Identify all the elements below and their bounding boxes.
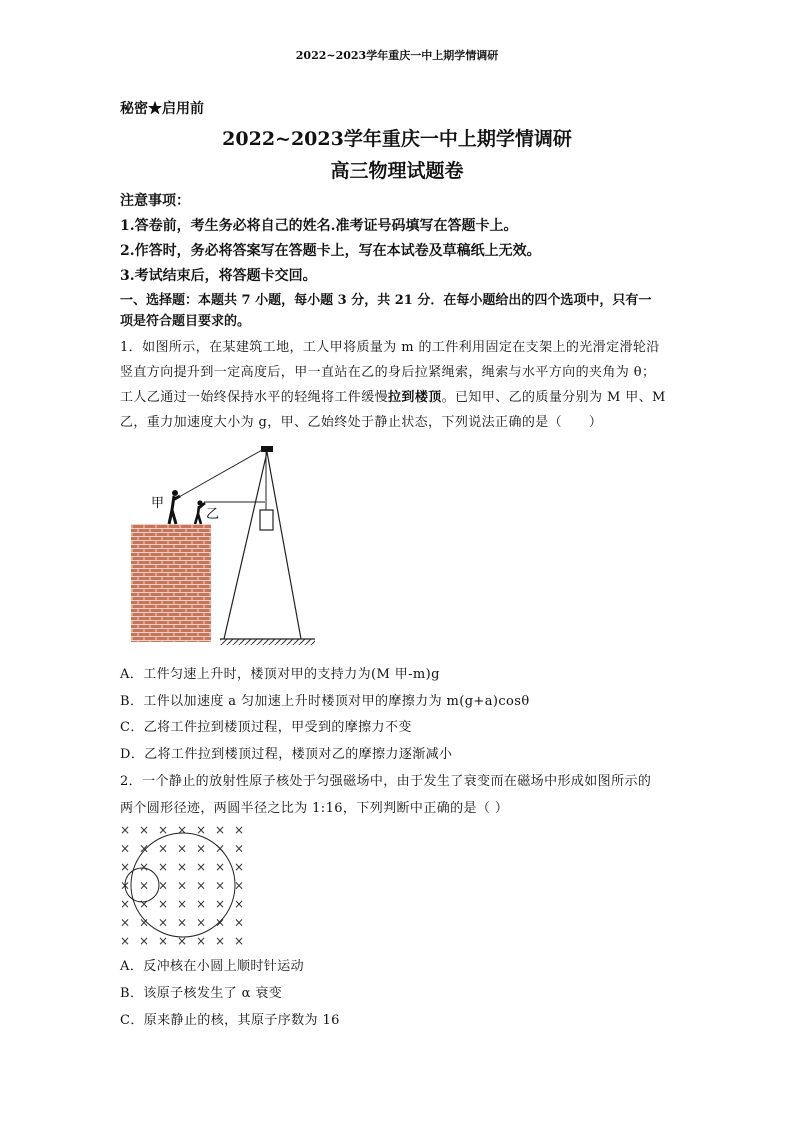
- secret-label: 秘密★启用前: [120, 101, 204, 117]
- exam-subtitle: 高三物理试题卷: [330, 160, 464, 182]
- field-cross: ×: [139, 915, 150, 930]
- question-2-text: 两个圆形径迹，两圆半径之比为 1:16，下列判断中正确的是（ ）: [120, 801, 509, 816]
- field-cross: ×: [215, 915, 226, 930]
- exam-title: 2022~2023学年重庆一中上期学情调研: [222, 128, 572, 150]
- worker-jia: [169, 490, 180, 524]
- question-1-text: 1．如图所示，在某建筑工地，工人甲将质量为 m 的工件利用固定在支架上的光滑定滑轮沿: [120, 340, 660, 355]
- question-2-text: 2．一个静止的放射性原子核处于匀强磁场中，由于发生了衰变而在磁场中形成如图所示的: [120, 774, 652, 789]
- q2-option-c: C．原来静止的核，其原子序数为 16: [120, 1013, 340, 1028]
- field-cross: ×: [234, 915, 245, 930]
- field-cross: ×: [196, 934, 207, 948]
- field-cross: ×: [120, 934, 131, 948]
- question-1-text-part: 。已知甲、乙的质量分别为 M 甲、M: [441, 390, 666, 405]
- ground-hatch: [220, 639, 315, 645]
- field-cross: ×: [234, 823, 245, 837]
- field-cross: ×: [158, 841, 169, 856]
- page-header: 2022~2023学年重庆一中上期学情调研: [295, 49, 499, 62]
- field-cross: ×: [120, 878, 131, 893]
- field-cross: ×: [158, 860, 169, 874]
- field-cross: ×: [177, 897, 188, 911]
- field-cross: ×: [177, 823, 188, 837]
- support-leg-left: [224, 452, 267, 639]
- field-cross: ×: [196, 841, 207, 856]
- field-cross: ×: [139, 897, 150, 911]
- field-cross: ×: [215, 934, 226, 948]
- field-cross: ×: [215, 823, 226, 837]
- field-cross: ×: [196, 860, 207, 874]
- field-cross: ×: [196, 915, 207, 930]
- option-c: C．乙将工件拉到楼顶过程，甲受到的摩擦力不变: [120, 720, 412, 735]
- field-cross: ×: [139, 878, 150, 893]
- question-1-text-part: 工人乙通过一始终保持水平的轻绳将工件缓慢: [120, 390, 389, 405]
- label-yi: 乙: [206, 507, 220, 522]
- field-cross: ×: [177, 878, 188, 893]
- notice-item: 1.答卷前，考生务必将自己的姓名.准考证号码填写在答题卡上。: [120, 218, 518, 234]
- field-cross: ×: [177, 915, 188, 930]
- field-cross: ×: [215, 860, 226, 874]
- field-cross: ×: [158, 897, 169, 911]
- field-cross: ×: [139, 934, 150, 948]
- section-heading-cont: 项是符合题目要求的。: [120, 314, 251, 329]
- field-cross: ×: [120, 823, 131, 837]
- field-cross: ×: [120, 897, 131, 911]
- field-cross: ×: [234, 897, 245, 911]
- notice-item: 3.考试结束后，将答题卡交回。: [120, 268, 317, 284]
- field-cross: ×: [196, 823, 207, 837]
- field-cross: ×: [234, 878, 245, 893]
- q2-option-a: A．反冲核在小圆上顺时针运动: [120, 959, 304, 974]
- section-heading: 一、选择题：本题共 7 小题，每小题 3 分，共 21 分．在每小题给出的四个选项中，只有一: [120, 293, 652, 308]
- field-cross: ×: [196, 878, 207, 893]
- field-cross: ×: [215, 841, 226, 856]
- option-a: A．工件匀速上升时，楼顶对甲的支持力为(M 甲-m)g: [120, 667, 440, 682]
- question-1-text: [120, 386, 666, 405]
- notice-item: 2.作答时，务必将答案写在答题卡上，写在本试卷及草稿纸上无效。: [120, 243, 541, 259]
- worker-yi: [195, 500, 205, 524]
- q2-option-b: B．该原子核发生了 α 衰变: [120, 986, 283, 1001]
- field-cross: ×: [120, 915, 131, 930]
- field-cross: ×: [196, 897, 207, 911]
- field-cross: ×: [139, 823, 150, 837]
- field-cross: ×: [177, 841, 188, 856]
- field-cross: ×: [234, 841, 245, 856]
- field-cross: ×: [234, 934, 245, 948]
- field-cross: ×: [158, 915, 169, 930]
- field-cross: ×: [234, 860, 245, 874]
- question-1-text: 竖直方向提升到一定高度后，甲一直站在乙的身后拉紧绳索，绳索与水平方向的夹角为 θ；: [120, 365, 656, 380]
- field-cross: ×: [158, 934, 169, 948]
- field-cross: ×: [139, 841, 150, 856]
- field-cross: ×: [177, 860, 188, 874]
- magnetic-field-crosses: [120, 823, 244, 948]
- field-cross: ×: [177, 934, 188, 948]
- question-1-text: 乙，重力加速度大小为 g，甲、乙始终处于静止状态，下列说法正确的是（ ）: [120, 415, 603, 430]
- field-cross: ×: [120, 860, 131, 874]
- question-1-figure: [120, 440, 320, 650]
- field-cross: ×: [158, 823, 169, 837]
- question-2-figure: [115, 820, 250, 950]
- notice-title: 注意事项：: [120, 193, 190, 209]
- option-d: D．乙将工件拉到楼顶过程，楼顶对乙的摩擦力逐渐减小: [120, 747, 453, 762]
- support-leg-right: [267, 452, 301, 639]
- question-1-emphasis: 拉到楼顶: [388, 390, 442, 405]
- label-jia: 甲: [151, 496, 165, 511]
- field-cross: ×: [139, 860, 150, 874]
- field-cross: ×: [158, 878, 169, 893]
- field-cross: ×: [120, 841, 131, 856]
- field-cross: ×: [215, 897, 226, 911]
- brick-building: [131, 524, 211, 642]
- option-b: B．工件以加速度 a 匀加速上升时楼顶对甲的摩擦力为 m(g+a)cosθ: [120, 694, 530, 709]
- workpiece: [260, 510, 273, 530]
- pulley-block: [261, 446, 273, 452]
- field-cross: ×: [215, 878, 226, 893]
- rope-jia: [179, 450, 262, 497]
